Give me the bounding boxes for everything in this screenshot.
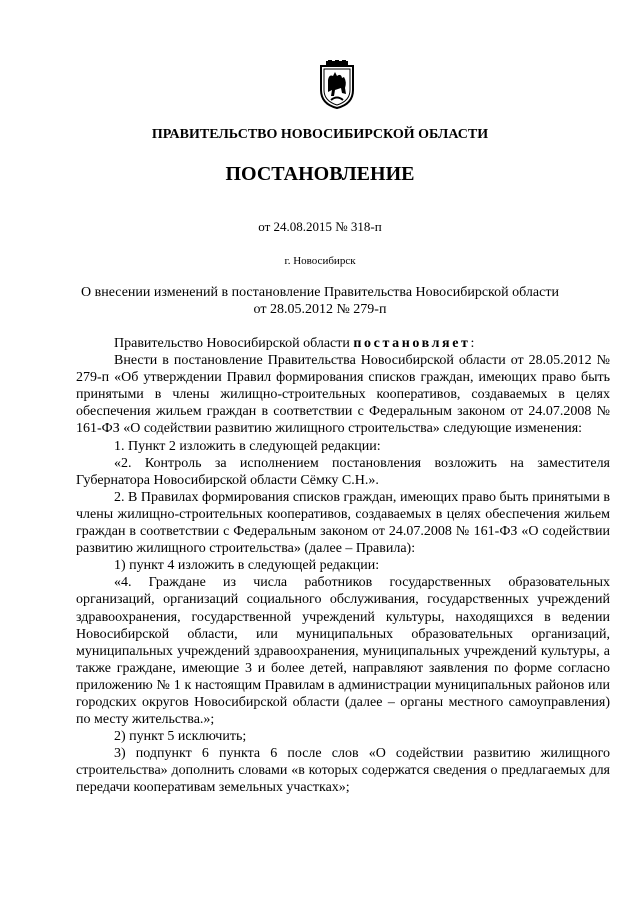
intro-paragraph xyxy=(76,335,610,352)
subject-line-1: О внесении изменений в постановление Правительства Новосибирской области xyxy=(81,285,559,300)
decree-word: постановляет xyxy=(353,336,471,351)
body-paragraph: «4. Граждане из числа работников государственных образовательных организаций, организаций социального обслуживания, государственных учреждений здравоохранения, государственной учреждений культуры, находящихся в ведении Новосибирской области, или муниципальных образовательных организаций, муниципальных учреждений здравоохранения, муниципальных учреждений культуры, а также граждане, имеющие 3 и более детей, направляют заявления по форме согласно приложению № 1 к настоящим Правилам в администрации муниципальных районов или городских округов Новосибирской области (далее – органы местного самоуправления) по месту жительства.»; xyxy=(76,575,610,728)
document-type-title: ПОСТАНОВЛЕНИЕ xyxy=(225,163,415,185)
city-label: г. Новосибирск xyxy=(284,255,356,267)
date-and-number: от 24.08.2015 № 318-п xyxy=(258,219,382,234)
document-body xyxy=(76,335,610,797)
body-paragraph: «2. Контроль за исполнением постановления возложить на заместителя Губернатора Новосибирской области Сёмку С.Н.». xyxy=(76,455,610,488)
body-paragraph: Внести в постановление Правительства Новосибирской области от 28.05.2012 № 279-п «Об утверждении Правил формирования списков граждан, имеющих право быть принятыми в члены жилищно-строительных кооперативов, создаваемых в целях обеспечения жильем граждан в соответствии с Федеральным законом от 24.07.2008 № 161-ФЗ «О содействии развитию жилищного строительства» следующие изменения: xyxy=(76,353,610,437)
body-paragraph: 2) пункт 5 исключить; xyxy=(114,729,247,745)
document-subject xyxy=(0,284,640,318)
coat-of-arms-icon xyxy=(317,60,357,110)
body-paragraph: 1) пункт 4 изложить в следующей редакции: xyxy=(114,558,380,574)
intro-suffix: : xyxy=(470,336,475,351)
body-paragraph: 2. В Правилах формирования списков граждан, имеющих право быть принятыми в члены жилищно-строительных кооперативов, создаваемых в целях обеспечения жильем граждан в соответствии с Федеральным законом от 24.07.2008 № 161-ФЗ «О содействии развитию жилищного строительства» (далее – Правила): xyxy=(76,489,610,557)
intro-prefix: Правительство Новосибирской области xyxy=(114,336,354,351)
body-paragraph: 3) подпункт 6 пункта 6 после слов «О содействии развитию жилищного строительства» дополнить словами «в которых содержатся сведения о предлагаемых для передачи кооперативам земельных участках»; xyxy=(76,746,610,796)
subject-line-2: от 28.05.2012 № 279-п xyxy=(253,302,387,317)
organization-title: ПРАВИТЕЛЬСТВО НОВОСИБИРСКОЙ ОБЛАСТИ xyxy=(151,127,489,142)
body-paragraph: 1. Пункт 2 изложить в следующей редакции: xyxy=(114,438,381,454)
